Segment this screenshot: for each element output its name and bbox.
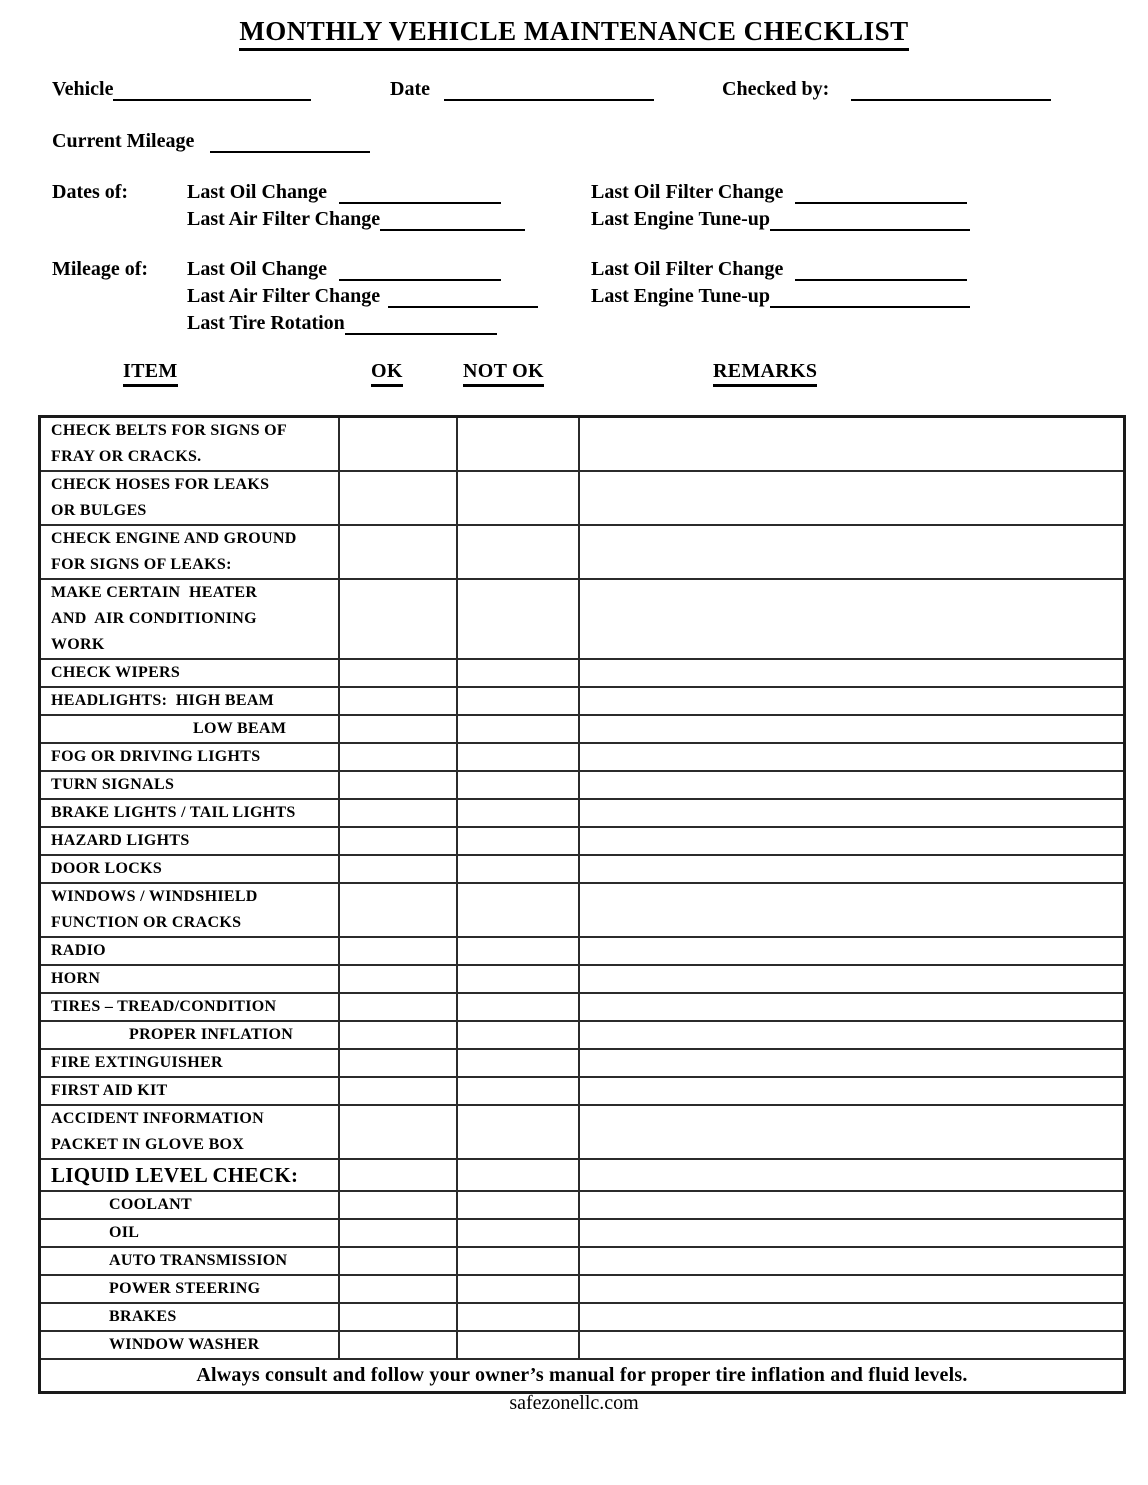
notok-cell[interactable] xyxy=(457,1275,579,1303)
remarks-cell[interactable] xyxy=(579,1049,1125,1077)
remarks-cell[interactable] xyxy=(579,743,1125,771)
table-row xyxy=(40,1331,1125,1359)
title-wrap xyxy=(0,16,1148,51)
mileage-oil-change-field xyxy=(187,258,501,281)
item-cell xyxy=(40,1049,339,1077)
item-cell xyxy=(40,1331,339,1359)
mileage-tune-up-field xyxy=(591,285,970,308)
table-row xyxy=(40,1191,1125,1219)
checklist-table xyxy=(38,415,1126,1394)
remarks-cell[interactable] xyxy=(579,1275,1125,1303)
date-field xyxy=(390,78,654,101)
remarks-cell[interactable] xyxy=(579,1247,1125,1275)
checked-by-input-line[interactable] xyxy=(851,79,1051,101)
item-line: FOG OR DRIVING LIGHTS xyxy=(51,748,261,765)
date-label: Date xyxy=(390,78,430,100)
mileage-oil-change-label: Last Oil Change xyxy=(187,258,328,280)
dates-of-label: Dates of: xyxy=(52,181,129,203)
ok-cell[interactable] xyxy=(339,1303,457,1331)
table-row xyxy=(40,855,1125,883)
notok-cell[interactable] xyxy=(457,525,579,579)
item-cell xyxy=(40,771,339,799)
item-line: TURN SIGNALS xyxy=(51,776,175,793)
dates-air-filter-field xyxy=(187,208,525,231)
item-line: OIL xyxy=(109,1224,140,1241)
remarks-cell[interactable] xyxy=(579,1159,1125,1191)
remarks-cell[interactable] xyxy=(579,525,1125,579)
item-cell xyxy=(40,417,339,472)
item-line: HAZARD LIGHTS xyxy=(51,832,190,849)
remarks-cell[interactable] xyxy=(579,937,1125,965)
notok-cell[interactable] xyxy=(457,1191,579,1219)
table-row xyxy=(40,743,1125,771)
column-header-not-ok: NOT OK xyxy=(463,360,544,387)
notok-cell[interactable] xyxy=(457,579,579,659)
dates-oil-filter-label: Last Oil Filter Change xyxy=(591,181,784,203)
dates-oil-change-line[interactable] xyxy=(339,182,501,204)
table-row xyxy=(40,1275,1125,1303)
remarks-cell[interactable] xyxy=(579,1191,1125,1219)
item-cell xyxy=(40,993,339,1021)
item-line: MAKE CERTAIN HEATER xyxy=(51,584,258,601)
item-cell xyxy=(40,1303,339,1331)
notok-cell[interactable] xyxy=(457,417,579,472)
notok-cell[interactable] xyxy=(457,855,579,883)
item-line: FOR SIGNS OF LEAKS: xyxy=(51,556,232,573)
ok-cell[interactable] xyxy=(339,1077,457,1105)
notok-cell[interactable] xyxy=(457,715,579,743)
table-row xyxy=(40,1247,1125,1275)
remarks-cell[interactable] xyxy=(579,579,1125,659)
item-line: HORN xyxy=(51,970,101,987)
table-row xyxy=(40,937,1125,965)
item-line: FIRST AID KIT xyxy=(51,1082,168,1099)
item-cell xyxy=(40,1191,339,1219)
ok-cell[interactable] xyxy=(339,715,457,743)
notok-cell[interactable] xyxy=(457,659,579,687)
ok-cell[interactable] xyxy=(339,1275,457,1303)
item-line: BRAKE LIGHTS / TAIL LIGHTS xyxy=(51,804,296,821)
ok-cell[interactable] xyxy=(339,771,457,799)
remarks-cell[interactable] xyxy=(579,471,1125,525)
table-row xyxy=(40,1159,1125,1191)
remarks-cell[interactable] xyxy=(579,771,1125,799)
table-row xyxy=(40,715,1125,743)
remarks-cell[interactable] xyxy=(579,715,1125,743)
table-row xyxy=(40,1049,1125,1077)
ok-cell[interactable] xyxy=(339,579,457,659)
dates-oil-filter-line[interactable] xyxy=(795,182,967,204)
mileage-oil-change-line[interactable] xyxy=(339,259,501,281)
remarks-cell[interactable] xyxy=(579,1303,1125,1331)
remarks-cell[interactable] xyxy=(579,1331,1125,1359)
notok-cell[interactable] xyxy=(457,743,579,771)
item-line: DOOR LOCKS xyxy=(51,860,163,877)
mileage-air-filter-label: Last Air Filter Change xyxy=(187,285,381,307)
item-line: CHECK ENGINE AND GROUND xyxy=(51,530,297,547)
table-footer-row xyxy=(40,1359,1125,1393)
item-cell xyxy=(40,579,339,659)
remarks-cell[interactable] xyxy=(579,799,1125,827)
date-input-line[interactable] xyxy=(444,79,654,101)
table-row xyxy=(40,525,1125,579)
item-cell xyxy=(40,471,339,525)
page-title: MONTHLY VEHICLE MAINTENANCE CHECKLIST xyxy=(239,16,908,51)
dates-tune-up-label: Last Engine Tune-up xyxy=(591,208,770,230)
mileage-tune-up-line[interactable] xyxy=(770,286,970,308)
item-line: TIRES – TREAD/CONDITION xyxy=(51,998,277,1015)
notok-cell[interactable] xyxy=(457,827,579,855)
ok-cell[interactable] xyxy=(339,525,457,579)
dates-air-filter-line[interactable] xyxy=(380,209,525,231)
mileage-tire-rotation-label: Last Tire Rotation xyxy=(187,312,345,334)
table-row xyxy=(40,1077,1125,1105)
remarks-cell[interactable] xyxy=(579,965,1125,993)
notok-cell[interactable] xyxy=(457,1303,579,1331)
remarks-cell[interactable] xyxy=(579,827,1125,855)
item-line: ACCIDENT INFORMATION xyxy=(51,1110,264,1127)
vehicle-input-line[interactable] xyxy=(113,79,311,101)
item-cell xyxy=(40,937,339,965)
notok-cell[interactable] xyxy=(457,883,579,937)
ok-cell[interactable] xyxy=(339,687,457,715)
mileage-air-filter-field xyxy=(187,285,538,308)
ok-cell[interactable] xyxy=(339,1219,457,1247)
notok-cell[interactable] xyxy=(457,1049,579,1077)
dates-oil-filter-field xyxy=(591,181,967,204)
footer-note: Always consult and follow your owner’s manual for proper tire inflation and fluid levels. xyxy=(40,1359,1125,1393)
item-cell xyxy=(40,715,339,743)
item-cell xyxy=(40,855,339,883)
table-row xyxy=(40,771,1125,799)
remarks-cell[interactable] xyxy=(579,883,1125,937)
item-line: COOLANT xyxy=(109,1196,192,1213)
item-cell xyxy=(40,687,339,715)
item-line: AUTO TRANSMISSION xyxy=(109,1252,288,1269)
current-mileage-field xyxy=(52,130,370,153)
table-row xyxy=(40,579,1125,659)
table-row xyxy=(40,883,1125,937)
item-line: FRAY OR CRACKS. xyxy=(51,448,202,465)
table-row xyxy=(40,687,1125,715)
ok-cell[interactable] xyxy=(339,855,457,883)
notok-cell[interactable] xyxy=(457,1219,579,1247)
remarks-cell[interactable] xyxy=(579,1219,1125,1247)
ok-cell[interactable] xyxy=(339,827,457,855)
column-header-ok: OK xyxy=(371,360,403,387)
item-cell xyxy=(40,965,339,993)
item-line: RADIO xyxy=(51,942,106,959)
item-cell xyxy=(40,1247,339,1275)
item-cell xyxy=(40,799,339,827)
item-line: CHECK HOSES FOR LEAKS xyxy=(51,476,270,493)
item-line: HEADLIGHTS: HIGH BEAM xyxy=(51,692,275,709)
ok-cell[interactable] xyxy=(339,1105,457,1159)
table-row xyxy=(40,1303,1125,1331)
item-line: WINDOWS / WINDSHIELD xyxy=(51,888,258,905)
notok-cell[interactable] xyxy=(457,1105,579,1159)
dates-oil-change-field xyxy=(187,181,501,204)
current-mileage-label: Current Mileage xyxy=(52,130,195,152)
ok-cell[interactable] xyxy=(339,993,457,1021)
table-row xyxy=(40,417,1125,472)
remarks-cell[interactable] xyxy=(579,1105,1125,1159)
item-cell xyxy=(40,1159,339,1191)
table-row xyxy=(40,993,1125,1021)
notok-cell[interactable] xyxy=(457,771,579,799)
mileage-of-label: Mileage of: xyxy=(52,258,149,280)
notok-cell[interactable] xyxy=(457,1077,579,1105)
dates-tune-up-field xyxy=(591,208,970,231)
column-header-remarks: REMARKS xyxy=(713,360,817,387)
item-line: FUNCTION OR CRACKS xyxy=(51,914,242,931)
notok-cell[interactable] xyxy=(457,471,579,525)
mileage-tune-up-label: Last Engine Tune-up xyxy=(591,285,770,307)
ok-cell[interactable] xyxy=(339,471,457,525)
item-line: FIRE EXTINGUISHER xyxy=(51,1054,223,1071)
vehicle-field xyxy=(52,78,311,101)
item-cell xyxy=(40,1021,339,1049)
table-row xyxy=(40,1021,1125,1049)
dates-air-filter-label: Last Air Filter Change xyxy=(187,208,381,230)
checklist-body xyxy=(40,417,1125,1360)
item-line: PROPER INFLATION xyxy=(129,1026,294,1043)
remarks-cell[interactable] xyxy=(579,855,1125,883)
notok-cell[interactable] xyxy=(457,799,579,827)
item-line: OR BULGES xyxy=(51,502,147,519)
ok-cell[interactable] xyxy=(339,883,457,937)
item-line: WORK xyxy=(51,636,105,653)
ok-cell[interactable] xyxy=(339,1247,457,1275)
item-cell xyxy=(40,827,339,855)
mileage-air-filter-line[interactable] xyxy=(388,286,538,308)
remarks-cell[interactable] xyxy=(579,1077,1125,1105)
ok-cell[interactable] xyxy=(339,965,457,993)
remarks-cell[interactable] xyxy=(579,417,1125,472)
table-row xyxy=(40,471,1125,525)
table-row xyxy=(40,659,1125,687)
item-line: LOW BEAM xyxy=(193,720,287,737)
item-cell xyxy=(40,743,339,771)
notok-cell[interactable] xyxy=(457,1159,579,1191)
ok-cell[interactable] xyxy=(339,417,457,472)
ok-cell[interactable] xyxy=(339,659,457,687)
item-cell xyxy=(40,1275,339,1303)
notok-cell[interactable] xyxy=(457,993,579,1021)
dates-oil-change-label: Last Oil Change xyxy=(187,181,328,203)
item-cell xyxy=(40,659,339,687)
table-row xyxy=(40,965,1125,993)
item-line: CHECK BELTS FOR SIGNS OF xyxy=(51,422,288,439)
notok-cell[interactable] xyxy=(457,687,579,715)
remarks-cell[interactable] xyxy=(579,659,1125,687)
notok-cell[interactable] xyxy=(457,1247,579,1275)
checked-by-label: Checked by: xyxy=(722,78,830,100)
table-row xyxy=(40,799,1125,827)
item-line: CHECK WIPERS xyxy=(51,664,181,681)
ok-cell[interactable] xyxy=(339,799,457,827)
item-line: BRAKES xyxy=(109,1308,177,1325)
item-line: PACKET IN GLOVE BOX xyxy=(51,1136,245,1153)
checked-by-field xyxy=(722,78,1051,101)
notok-cell[interactable] xyxy=(457,1331,579,1359)
item-line: LIQUID LEVEL CHECK: xyxy=(51,1163,299,1187)
table-row xyxy=(40,827,1125,855)
item-cell xyxy=(40,1077,339,1105)
notok-cell[interactable] xyxy=(457,965,579,993)
mileage-tire-rotation-field xyxy=(187,312,497,335)
item-cell xyxy=(40,883,339,937)
website-text: safezonellc.com xyxy=(509,1392,639,1414)
ok-cell[interactable] xyxy=(339,1331,457,1359)
mileage-tire-rotation-line[interactable] xyxy=(345,313,497,335)
mileage-oil-filter-line[interactable] xyxy=(795,259,967,281)
ok-cell[interactable] xyxy=(339,1159,457,1191)
mileage-oil-filter-label: Last Oil Filter Change xyxy=(591,258,784,280)
mileage-oil-filter-field xyxy=(591,258,967,281)
ok-cell[interactable] xyxy=(339,1191,457,1219)
notok-cell[interactable] xyxy=(457,937,579,965)
item-line: WINDOW WASHER xyxy=(109,1336,260,1353)
item-cell xyxy=(40,1105,339,1159)
ok-cell[interactable] xyxy=(339,1021,457,1049)
table-row xyxy=(40,1219,1125,1247)
current-mileage-input-line[interactable] xyxy=(210,131,370,153)
column-header-item: ITEM xyxy=(123,360,178,387)
ok-cell[interactable] xyxy=(339,1049,457,1077)
item-line: POWER STEERING xyxy=(109,1280,261,1297)
table-row xyxy=(40,1105,1125,1159)
ok-cell[interactable] xyxy=(339,937,457,965)
remarks-cell[interactable] xyxy=(579,993,1125,1021)
vehicle-label: Vehicle xyxy=(52,78,114,100)
remarks-cell[interactable] xyxy=(579,687,1125,715)
ok-cell[interactable] xyxy=(339,743,457,771)
notok-cell[interactable] xyxy=(457,1021,579,1049)
item-cell xyxy=(40,1219,339,1247)
item-cell xyxy=(40,525,339,579)
remarks-cell[interactable] xyxy=(579,1021,1125,1049)
item-line: AND AIR CONDITIONING xyxy=(51,610,257,627)
dates-tune-up-line[interactable] xyxy=(770,209,970,231)
